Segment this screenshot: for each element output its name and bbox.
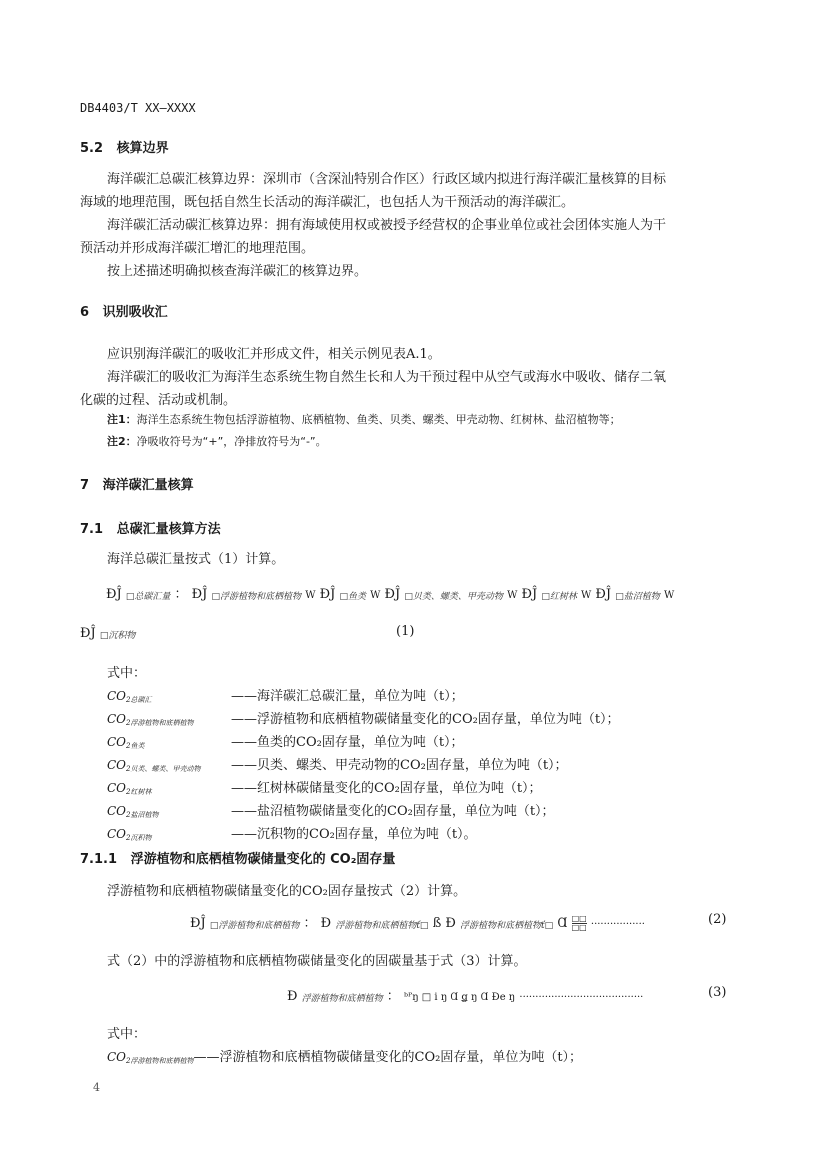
variable-definition bbox=[107, 708, 620, 728]
formula-subscript: □总碳汇量 bbox=[125, 592, 171, 602]
formula-1-number: (1) bbox=[396, 624, 415, 639]
section-7-1-heading bbox=[80, 518, 221, 537]
formula-symbol: ÐĴ bbox=[521, 587, 538, 602]
paragraph: 预活动并形成海洋碳汇增汇的地理范围。 bbox=[80, 241, 315, 256]
formula-leader: ······································· bbox=[519, 992, 644, 1003]
formula-operator: W bbox=[663, 590, 675, 601]
document-code: DB4403/T XX—XXXX bbox=[80, 101, 196, 115]
formula-symbol: ÐĴ bbox=[319, 587, 336, 602]
symbol-subscript: 2盐沼植物 bbox=[126, 811, 159, 819]
formula-subscript: 浮游植物和底栖植物 bbox=[301, 994, 383, 1004]
formula-subscript: □沉积物 bbox=[99, 631, 136, 641]
formula-subscript: □浮游植物和底栖植物 bbox=[209, 921, 300, 931]
formula-operator: W bbox=[581, 590, 592, 601]
section-6-heading bbox=[80, 301, 168, 320]
variable-description: ——浮游植物和底栖植物碳储量变化的CO₂固存量，单位为吨（t）； bbox=[231, 712, 620, 727]
formula-3-number: (3) bbox=[708, 985, 727, 1000]
variable-symbol bbox=[107, 781, 231, 797]
formula-operator: W bbox=[305, 590, 316, 601]
symbol-base: CO bbox=[107, 827, 127, 841]
symbol-base: CO bbox=[107, 712, 127, 726]
formula-symbol: ÐĴ bbox=[191, 587, 208, 602]
paragraph: 海域的地理范围，既包括自然生长活动的海洋碳汇，也包括人为干预活动的海洋碳汇。 bbox=[80, 195, 575, 210]
symbol-subscript: 2贝类、螺类、甲壳动物 bbox=[126, 765, 201, 773]
section-number: 7 bbox=[80, 478, 90, 493]
variable-definition bbox=[107, 731, 464, 751]
variable-description: ——贝类、螺类、甲壳动物的CO₂固存量，单位为吨（t）； bbox=[231, 758, 568, 773]
formula-2 bbox=[190, 912, 645, 932]
variable-symbol bbox=[107, 804, 231, 820]
section-title: 核算边界 bbox=[116, 141, 169, 156]
variable-symbol bbox=[107, 1050, 194, 1064]
formula-operator: ： bbox=[303, 916, 317, 931]
formula-expression: ᵇᴾŋ □ i ŋ Ɑ ǥ ŋ Ɑ Ðe ŋ bbox=[403, 992, 516, 1003]
paragraph: 式（2）中的浮游植物和底栖植物碳储量变化的固碳量基于式（3）计算。 bbox=[107, 954, 527, 969]
variable-definition bbox=[107, 685, 464, 705]
variable-definition bbox=[107, 1046, 582, 1066]
formula-symbol: Ð bbox=[445, 916, 456, 931]
variable-symbol bbox=[107, 712, 231, 728]
note-2 bbox=[107, 433, 327, 449]
section-number: 6 bbox=[80, 305, 90, 320]
formula-symbol: ÐĴ bbox=[190, 916, 206, 931]
variable-definition bbox=[107, 800, 555, 820]
variable-symbol bbox=[107, 827, 231, 843]
paragraph: 应识别海洋碳汇的吸收汇并形成文件，相关示例见表A.1。 bbox=[107, 347, 441, 362]
section-title: 浮游植物和底栖植物碳储量变化的 CO₂固存量 bbox=[130, 852, 396, 867]
formula-subscript: □红树林 bbox=[541, 592, 577, 602]
formula-1-line-2 bbox=[80, 626, 135, 641]
symbol-subscript: 2沉积物 bbox=[126, 834, 152, 842]
section-title: 总碳汇量核算方法 bbox=[116, 522, 221, 537]
variable-symbol bbox=[107, 689, 231, 705]
formula-symbol: ÐĴ bbox=[384, 587, 401, 602]
symbol-subscript: 2红树林 bbox=[126, 788, 152, 796]
section-number: 5.2 bbox=[80, 141, 104, 156]
paragraph: 化碳的过程、活动或机制。 bbox=[80, 393, 237, 408]
symbol-subscript: 2浮游植物和底栖植物 bbox=[126, 1057, 194, 1065]
variable-description: ——浮游植物和底栖植物碳储量变化的CO₂固存量，单位为吨（t）； bbox=[193, 1050, 583, 1065]
formula-2-number: (2) bbox=[708, 912, 727, 927]
paragraph: 浮游植物和底栖植物碳储量变化的CO₂固存量按式（2）计算。 bbox=[107, 884, 467, 899]
variable-symbol bbox=[107, 735, 231, 751]
formula-subscript: 浮游植物和底栖植物ť□ bbox=[460, 921, 554, 931]
variable-description: ——鱼类的CO₂固存量，单位为吨（t）； bbox=[231, 735, 464, 750]
variable-symbol bbox=[107, 758, 231, 774]
formula-subscript: □鱼类 bbox=[339, 592, 366, 602]
symbol-subscript: 2总碳汇 bbox=[126, 696, 152, 704]
paragraph: 海洋总碳汇量按式（1）计算。 bbox=[107, 552, 285, 567]
note-label: 注2： bbox=[107, 435, 137, 448]
paragraph: 海洋碳汇总碳汇核算边界：深圳市（含深汕特别合作区）行政区域内拟进行海洋碳汇量核算的目标 bbox=[107, 172, 667, 187]
section-5-2-heading bbox=[80, 137, 169, 156]
symbol-base: CO bbox=[107, 804, 127, 818]
formula-operator: Ɑ bbox=[557, 916, 568, 931]
formula-subscript: □浮游植物和底栖植物 bbox=[211, 592, 302, 602]
section-7-1-1-heading bbox=[80, 848, 395, 867]
section-number: 7.1.1 bbox=[80, 852, 118, 867]
note-label: 注1： bbox=[107, 413, 137, 426]
formula-3 bbox=[287, 985, 643, 1004]
formula-subscript: □盐沼植物 bbox=[615, 592, 660, 602]
formula-operator: ： bbox=[174, 587, 188, 602]
formula-symbol: ÐĴ bbox=[106, 587, 122, 602]
variable-description: ——红树林碳储量变化的CO₂固存量，单位为吨（t）； bbox=[231, 781, 542, 796]
note-1 bbox=[107, 411, 621, 427]
paragraph: 海洋碳汇活动碳汇核算边界：拥有海域使用权或被授予经营权的企事业单位或社会团体实施人为干 bbox=[107, 218, 667, 233]
paragraph: 按上述描述明确拟核查海洋碳汇的核算边界。 bbox=[107, 264, 368, 279]
formula-symbol: ÐĴ bbox=[80, 626, 96, 641]
paragraph: 海洋碳汇的吸收汇为海洋生态系统生物自然生长和人为干预过程中从空气或海水中吸收、储存二氧 bbox=[107, 370, 667, 385]
section-number: 7.1 bbox=[80, 522, 104, 537]
symbol-base: CO bbox=[107, 758, 127, 772]
variable-definition bbox=[107, 823, 477, 843]
symbol-base: CO bbox=[107, 781, 127, 795]
formula-1-line-1 bbox=[106, 583, 674, 602]
fraction-denominator: □□ bbox=[571, 923, 587, 932]
section-title: 识别吸收汇 bbox=[102, 305, 168, 320]
variable-description: ——沉积物的CO₂固存量，单位为吨（t）。 bbox=[231, 827, 477, 842]
note-text: 海洋生态系统生物包括浮游植物、底栖植物、鱼类、贝类、螺类、甲壳动物、红树林、盐沼植物等； bbox=[136, 413, 621, 426]
symbol-base: CO bbox=[107, 1050, 127, 1064]
where-label: 式中： bbox=[107, 1027, 147, 1042]
fraction-numerator: □□ bbox=[571, 914, 587, 923]
variable-definition bbox=[107, 777, 542, 797]
formula-subscript: 浮游植物和底栖植物ť□ bbox=[335, 921, 429, 931]
formula-subscript: □贝类、螺类、甲壳动物 bbox=[404, 592, 503, 602]
page-number: 4 bbox=[93, 1081, 100, 1094]
variable-definition bbox=[107, 754, 568, 774]
formula-symbol: Ð bbox=[287, 989, 298, 1004]
formula-symbol: ÐĴ bbox=[595, 587, 612, 602]
section-7-heading bbox=[80, 474, 194, 493]
formula-leader: ················· bbox=[590, 919, 645, 930]
section-title: 海洋碳汇量核算 bbox=[102, 478, 194, 493]
symbol-base: CO bbox=[107, 735, 127, 749]
symbol-subscript: 2鱼类 bbox=[126, 742, 145, 750]
formula-operator: W bbox=[370, 590, 381, 601]
symbol-subscript: 2浮游植物和底栖植物 bbox=[126, 719, 194, 727]
formula-symbol: Ð bbox=[320, 916, 332, 931]
note-text: 净吸收符号为“+”，净排放符号为“-”。 bbox=[136, 435, 327, 448]
variable-description: ——盐沼植物碳储量变化的CO₂固存量，单位为吨（t）； bbox=[231, 804, 555, 819]
symbol-base: CO bbox=[107, 689, 127, 703]
where-label: 式中： bbox=[107, 666, 147, 681]
formula-operator: ß bbox=[432, 916, 442, 931]
formula-operator: W bbox=[507, 590, 518, 601]
formula-operator: ： bbox=[386, 989, 400, 1004]
formula-fraction bbox=[572, 915, 587, 932]
variable-description: ——海洋碳汇总碳汇量，单位为吨（t）； bbox=[231, 689, 464, 704]
